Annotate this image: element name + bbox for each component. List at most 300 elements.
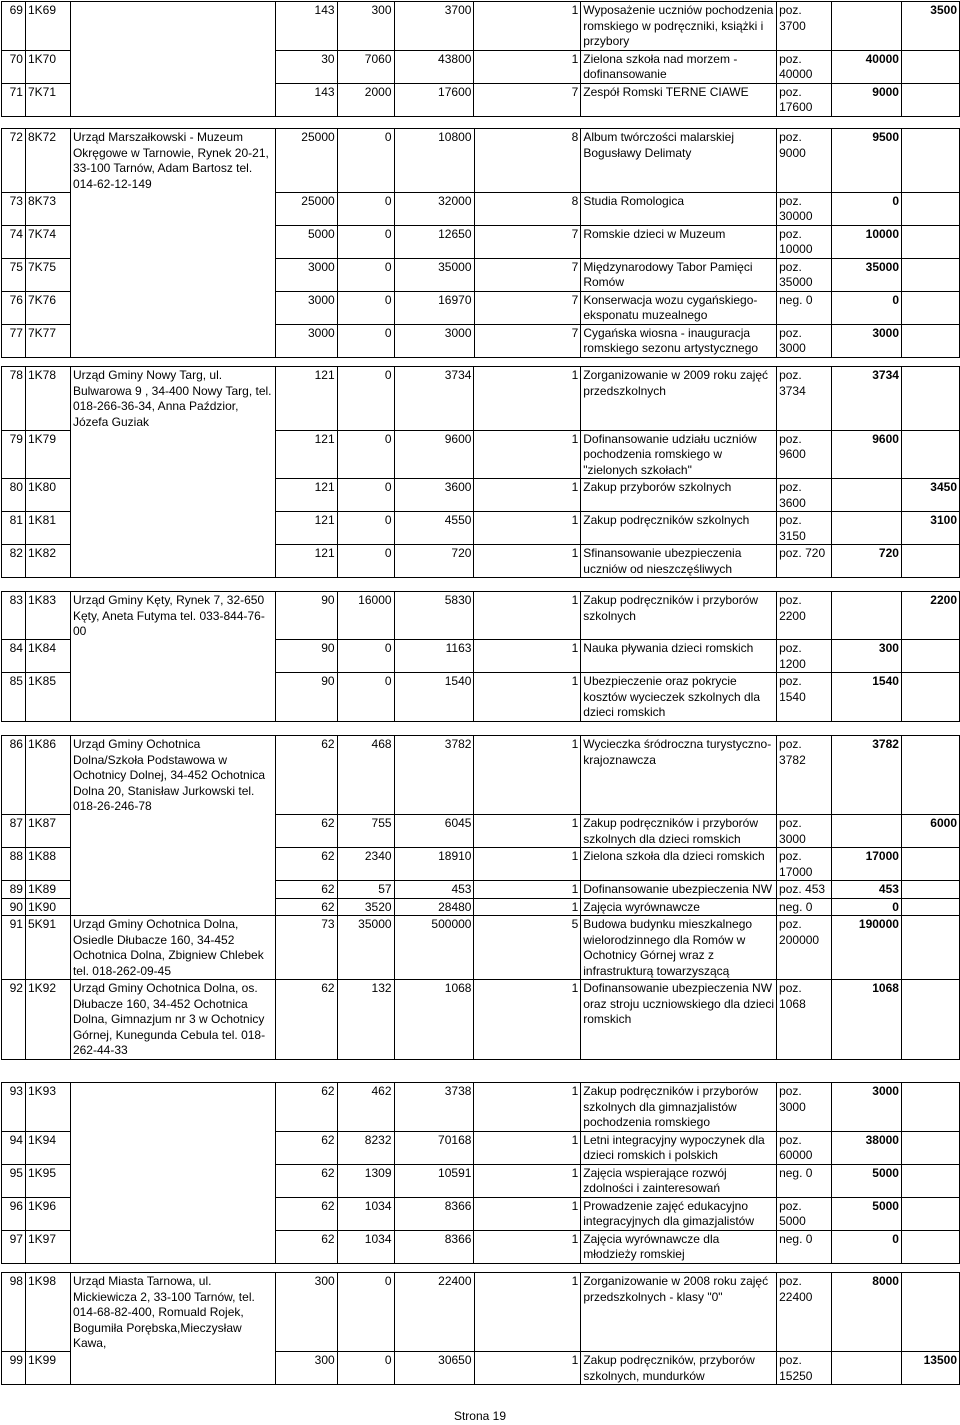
row-amount: 5000: [832, 1197, 902, 1230]
row-organization: [70, 225, 275, 258]
row-amount: [832, 512, 902, 545]
row-amount: [832, 815, 902, 848]
row-final: [901, 848, 959, 881]
row-amount: 9500: [832, 129, 902, 193]
row-final: [902, 225, 960, 258]
row-decision: poz. 5000: [777, 1197, 832, 1230]
row-amount: [832, 2, 902, 51]
row-final: [902, 258, 960, 291]
row-final: [901, 673, 959, 722]
row-value-b: 755: [337, 815, 394, 848]
row-amount: 8000: [832, 1273, 902, 1352]
row-amount: 453: [832, 881, 902, 899]
row-organization: [70, 479, 275, 512]
table-row: [2, 898, 960, 916]
row-organization: [70, 430, 275, 479]
row-decision: poz. 200000: [777, 916, 832, 980]
row-organization: [70, 673, 275, 722]
row-final: [901, 916, 959, 980]
row-amount: 3000: [832, 1083, 902, 1132]
row-code: 7K74: [25, 225, 70, 258]
row-final: 3100: [901, 512, 959, 545]
row-decision: poz. 3600: [777, 479, 832, 512]
row-description: Dofinansowanie udziału uczniów pochodzenia romskiego w "zielonych szkołach": [581, 430, 777, 479]
row-value-b: 0: [337, 1273, 394, 1352]
row-description: Wycieczka śródroczna turystyczno-krajoznawcza: [581, 736, 777, 815]
row-value-c: 70168: [394, 1131, 474, 1164]
row-description: Zielona szkoła dla dzieci romskich: [581, 848, 777, 881]
row-number: 93: [2, 1083, 26, 1132]
row-value-c: 3782: [394, 736, 474, 815]
table-row: [2, 592, 960, 640]
row-description: Dofinansowanie ubezpieczenia NW: [581, 881, 777, 899]
row-organization: Urząd Gminy Ochotnica Dolna, Osiedle Dłubacze 160, 34-452 Ochotnica Dolna, Zbigniew Chlebek tel. 018-262-09-45: [70, 916, 275, 980]
row-category: 8: [474, 192, 581, 225]
row-organization: [70, 192, 275, 225]
table-row: [2, 129, 960, 193]
row-organization: [70, 2, 275, 51]
table-row: [2, 479, 960, 512]
row-value-a: 30: [275, 50, 337, 83]
row-final: [901, 980, 959, 1060]
row-category: 5: [474, 916, 581, 980]
row-value-a: 90: [275, 592, 337, 640]
row-description: Zakup podręczników i przyborów szkolnych dla dzieci romskich: [581, 815, 777, 848]
row-number: 80: [2, 479, 26, 512]
row-description: Letni integracyjny wypoczynek dla dzieci romskich i polskich: [581, 1131, 777, 1164]
row-organization: [70, 1164, 275, 1197]
row-value-b: 462: [337, 1083, 394, 1132]
row-organization: [70, 1352, 275, 1385]
row-code: 1K78: [25, 367, 70, 431]
table-row: [2, 881, 960, 899]
row-number: 71: [2, 83, 26, 116]
row-organization: [70, 1131, 275, 1164]
row-value-c: 4550: [394, 512, 474, 545]
row-value-c: 43800: [394, 50, 474, 83]
row-category: 1: [474, 1273, 581, 1352]
row-category: 1: [474, 1197, 581, 1230]
row-code: 1K86: [25, 736, 70, 815]
row-category: 1: [474, 736, 581, 815]
row-number: 96: [2, 1197, 26, 1230]
row-category: 1: [474, 592, 581, 640]
row-number: 76: [2, 291, 26, 324]
table-group-2: [1, 128, 960, 358]
row-value-b: 0: [337, 291, 394, 324]
row-value-b: 16000: [337, 592, 394, 640]
table-row: [2, 1230, 960, 1263]
row-final: [901, 1164, 959, 1197]
row-code: 1K79: [25, 430, 70, 479]
table-row: [2, 2, 960, 51]
row-final: 13500: [901, 1352, 959, 1385]
row-final: [901, 881, 959, 899]
row-organization: Urząd Gminy Ochotnica Dolna/Szkoła Podstawowa w Ochotnicy Dolnej, 34-452 Ochotnica Dolna 20, Stanisław Jurkowski tel. 018-26-246-78: [70, 736, 275, 815]
row-code: 1K92: [25, 980, 70, 1060]
row-decision: poz. 17600: [777, 83, 832, 116]
row-final: [901, 83, 959, 116]
row-decision: poz. 453: [777, 881, 832, 899]
table-row: [2, 815, 960, 848]
row-value-b: 1034: [337, 1197, 394, 1230]
row-category: 1: [474, 640, 581, 673]
table-row: [2, 430, 960, 479]
row-decision: neg. 0: [777, 291, 832, 324]
row-organization: [70, 83, 275, 116]
row-value-b: 0: [337, 673, 394, 722]
row-value-c: 3000: [394, 324, 474, 357]
row-value-a: 300: [275, 1273, 337, 1352]
row-decision: neg. 0: [777, 1164, 832, 1197]
row-category: 1: [474, 881, 581, 899]
row-code: 1K70: [25, 50, 70, 83]
row-value-a: 62: [275, 1083, 337, 1132]
row-value-c: 500000: [394, 916, 474, 980]
row-amount: 3734: [832, 367, 902, 431]
row-category: 1: [474, 980, 581, 1060]
row-code: 1K85: [25, 673, 70, 722]
row-value-b: 0: [337, 129, 394, 193]
row-category: 7: [474, 225, 581, 258]
row-value-a: 3000: [275, 258, 337, 291]
row-value-a: 62: [275, 736, 337, 815]
row-amount: 0: [832, 1230, 902, 1263]
row-value-b: 57: [337, 881, 394, 899]
row-category: 1: [474, 1352, 581, 1385]
row-description: Zakup podręczników szkolnych: [581, 512, 777, 545]
row-value-b: 0: [337, 225, 394, 258]
row-final: [901, 1197, 959, 1230]
row-value-c: 10591: [394, 1164, 474, 1197]
row-code: 1K96: [25, 1197, 70, 1230]
row-amount: 35000: [832, 258, 902, 291]
row-category: 1: [474, 512, 581, 545]
row-organization: [70, 512, 275, 545]
table-group-5: [1, 735, 960, 1060]
row-description: Cygańska wiosna - inauguracja romskiego sezonu artystycznego: [581, 324, 777, 357]
row-value-c: 1068: [394, 980, 474, 1060]
row-value-c: 3734: [394, 367, 474, 431]
row-value-a: 62: [275, 980, 337, 1060]
row-code: 7K76: [25, 291, 70, 324]
row-description: Zajęcia wyrównawcze: [581, 898, 777, 916]
row-value-c: 30650: [394, 1352, 474, 1385]
row-number: 95: [2, 1164, 26, 1197]
row-final: [902, 129, 960, 193]
row-final: [901, 1273, 959, 1352]
row-value-b: 0: [337, 258, 394, 291]
row-description: Zajęcia wspierające rozwój zdolności i zainteresowań: [581, 1164, 777, 1197]
row-decision: poz. 9600: [777, 430, 832, 479]
row-category: 7: [474, 83, 581, 116]
table-row: [2, 1197, 960, 1230]
row-value-a: 121: [275, 430, 337, 479]
row-decision: neg. 0: [777, 1230, 832, 1263]
row-final: [901, 898, 959, 916]
row-value-b: 2000: [337, 83, 394, 116]
row-value-a: 62: [275, 1164, 337, 1197]
row-description: Zakup przyborów szkolnych: [581, 479, 777, 512]
row-value-a: 90: [275, 640, 337, 673]
row-code: 8K72: [25, 129, 70, 193]
row-organization: [70, 1083, 275, 1132]
row-number: 89: [2, 881, 26, 899]
row-value-a: 62: [275, 881, 337, 899]
row-value-b: 0: [337, 479, 394, 512]
row-amount: 720: [832, 545, 902, 578]
row-code: 1K69: [25, 2, 70, 51]
row-value-b: 7060: [337, 50, 394, 83]
row-amount: 1540: [832, 673, 902, 722]
row-value-c: 18910: [394, 848, 474, 881]
row-amount: [832, 479, 902, 512]
row-amount: 1068: [832, 980, 902, 1060]
row-final: [902, 192, 960, 225]
table-row: [2, 83, 960, 116]
row-value-a: 73: [275, 916, 337, 980]
row-description: Nauka pływania dzieci romskich: [581, 640, 777, 673]
row-value-c: 28480: [394, 898, 474, 916]
row-amount: 40000: [832, 50, 902, 83]
row-category: 1: [474, 1083, 581, 1132]
table-row: [2, 673, 960, 722]
row-value-a: 62: [275, 848, 337, 881]
row-value-a: 90: [275, 673, 337, 722]
row-value-c: 9600: [394, 430, 474, 479]
row-code: 1K82: [25, 545, 70, 578]
row-value-c: 17600: [394, 83, 474, 116]
table-row: [2, 512, 960, 545]
row-decision: poz. 10000: [777, 225, 832, 258]
row-organization: [70, 545, 275, 578]
row-organization: [70, 1197, 275, 1230]
row-decision: poz. 22400: [777, 1273, 832, 1352]
row-decision: poz. 9000: [777, 129, 832, 193]
row-final: [901, 1131, 959, 1164]
row-amount: 17000: [832, 848, 902, 881]
row-amount: 9000: [832, 83, 902, 116]
row-code: 1K98: [25, 1273, 70, 1352]
row-code: 1K97: [25, 1230, 70, 1263]
row-value-b: 300: [337, 2, 394, 51]
row-description: Sfinansowanie ubezpieczenia uczniów od nieszczęśliwych: [581, 545, 777, 578]
row-final: [902, 324, 960, 357]
row-category: 1: [474, 848, 581, 881]
row-final: [901, 430, 959, 479]
row-value-b: 2340: [337, 848, 394, 881]
row-organization: [70, 1230, 275, 1263]
row-description: Wyposażenie uczniów pochodzenia romskiego w podręczniki, książki i przybory: [581, 2, 777, 51]
table-row: [2, 640, 960, 673]
row-number: 69: [2, 2, 26, 51]
row-code: 1K81: [25, 512, 70, 545]
row-value-a: 3000: [275, 324, 337, 357]
row-number: 90: [2, 898, 26, 916]
row-number: 91: [2, 916, 26, 980]
row-value-b: 0: [337, 640, 394, 673]
row-value-a: 121: [275, 545, 337, 578]
row-value-b: 3520: [337, 898, 394, 916]
row-code: 1K89: [25, 881, 70, 899]
row-value-c: 10800: [394, 129, 474, 193]
row-organization: [70, 881, 275, 899]
row-value-a: 25000: [275, 192, 337, 225]
row-amount: [832, 592, 902, 640]
row-final: 6000: [901, 815, 959, 848]
row-decision: poz. 35000: [777, 258, 832, 291]
row-value-c: 35000: [394, 258, 474, 291]
row-category: 1: [474, 1230, 581, 1263]
row-code: 1K94: [25, 1131, 70, 1164]
row-value-a: 121: [275, 512, 337, 545]
row-description: Prowadzenie zajęć edukacyjno integracyjnych dla gimazjalistów: [581, 1197, 777, 1230]
row-amount: 10000: [832, 225, 902, 258]
row-value-a: 62: [275, 1131, 337, 1164]
row-number: 77: [2, 324, 26, 357]
row-organization: [70, 848, 275, 881]
row-organization: Urząd Gminy Nowy Targ, ul. Bulwarowa 9 , 34-400 Nowy Targ, tel. 018-266-36-34, Anna Paździor, Józefa Guziak: [70, 367, 275, 431]
table-row: [2, 50, 960, 83]
row-code: 5K91: [25, 916, 70, 980]
table-row: [2, 736, 960, 815]
table-row: [2, 367, 960, 431]
row-description: Zakup podręczników, przyborów szkolnych, mundurków: [581, 1352, 777, 1385]
row-number: 78: [2, 367, 26, 431]
row-category: 1: [474, 1131, 581, 1164]
row-decision: poz. 720: [777, 545, 832, 578]
row-code: 1K95: [25, 1164, 70, 1197]
row-number: 98: [2, 1273, 26, 1352]
row-final: [901, 1230, 959, 1263]
table-row: [2, 848, 960, 881]
table-row: [2, 1164, 960, 1197]
row-value-a: 5000: [275, 225, 337, 258]
row-value-a: 143: [275, 2, 337, 51]
table-group-6: [1, 1082, 960, 1264]
row-value-c: 8366: [394, 1230, 474, 1263]
row-amount: 300: [832, 640, 902, 673]
row-organization: [70, 258, 275, 291]
row-decision: poz. 17000: [777, 848, 832, 881]
row-value-a: 3000: [275, 291, 337, 324]
row-value-b: 0: [337, 192, 394, 225]
row-amount: 9600: [832, 430, 902, 479]
table-row: [2, 1083, 960, 1132]
row-code: 1K83: [25, 592, 70, 640]
row-amount: [832, 1352, 902, 1385]
page-number: Strona 19: [453, 1409, 507, 1423]
row-category: 1: [474, 815, 581, 848]
row-category: 1: [474, 545, 581, 578]
row-decision: poz. 60000: [777, 1131, 832, 1164]
table-row: [2, 1131, 960, 1164]
row-description: Zakup podręczników i przyborów szkolnych: [581, 592, 777, 640]
row-final: [901, 736, 959, 815]
row-code: 1K90: [25, 898, 70, 916]
row-number: 83: [2, 592, 26, 640]
row-category: 1: [474, 367, 581, 431]
row-description: Album twórczości malarskiej Bogusławy Delimaty: [581, 129, 777, 193]
row-decision: poz. 3700: [777, 2, 832, 51]
row-code: 1K87: [25, 815, 70, 848]
row-decision: poz. 1540: [777, 673, 832, 722]
row-final: [901, 640, 959, 673]
row-final: [901, 1083, 959, 1132]
row-code: 7K71: [25, 83, 70, 116]
row-final: 3450: [901, 479, 959, 512]
row-description: Budowa budynku mieszkalnego wielorodzinnego dla Romów w Ochotnicy Górnej wraz z infrastrukturą towarzyszącą: [581, 916, 777, 980]
row-final: [901, 545, 959, 578]
row-decision: poz. 3150: [777, 512, 832, 545]
row-category: 7: [474, 324, 581, 357]
row-final: 3500: [901, 2, 959, 51]
row-amount: 0: [832, 898, 902, 916]
row-category: 7: [474, 258, 581, 291]
row-description: Zespół Romski TERNE CIAWE: [581, 83, 777, 116]
row-decision: neg. 0: [777, 898, 832, 916]
row-value-a: 121: [275, 479, 337, 512]
row-decision: poz. 1200: [777, 640, 832, 673]
row-description: Konserwacja wozu cygańskiego-eksponatu muzealnego: [581, 291, 777, 324]
row-value-c: 1540: [394, 673, 474, 722]
table-row: [2, 291, 960, 324]
row-decision: poz. 2200: [777, 592, 832, 640]
row-amount: 0: [832, 192, 902, 225]
row-description: Zorganizowanie w 2009 roku zajęć przedszkolnych: [581, 367, 777, 431]
row-organization: [70, 324, 275, 357]
row-category: 7: [474, 291, 581, 324]
row-number: 88: [2, 848, 26, 881]
row-number: 72: [2, 129, 26, 193]
row-code: 1K99: [25, 1352, 70, 1385]
table-row: [2, 1273, 960, 1352]
row-number: 84: [2, 640, 26, 673]
row-category: 1: [474, 2, 581, 51]
row-organization: Urząd Miasta Tarnowa, ul. Mickiewicza 2, 33-100 Tarnów, tel. 014-68-82-400, Romuald Rojek, Bogumiła Porębska,Mieczysław Kawa,: [70, 1273, 275, 1352]
row-decision: poz. 3000: [777, 815, 832, 848]
row-number: 97: [2, 1230, 26, 1263]
row-category: 1: [474, 430, 581, 479]
table-row: [2, 980, 960, 1060]
table-group-4: [1, 591, 960, 722]
row-code: 1K88: [25, 848, 70, 881]
row-final: [901, 50, 959, 83]
table-group-7: [1, 1272, 960, 1385]
row-value-b: 0: [337, 324, 394, 357]
table-row: [2, 324, 960, 357]
row-value-a: 121: [275, 367, 337, 431]
row-number: 85: [2, 673, 26, 722]
row-number: 99: [2, 1352, 26, 1385]
row-value-b: 1309: [337, 1164, 394, 1197]
row-description: Międzynarodowy Tabor Pamięci Romów: [581, 258, 777, 291]
row-amount: 5000: [832, 1164, 902, 1197]
row-organization: [70, 640, 275, 673]
row-number: 82: [2, 545, 26, 578]
row-value-a: 143: [275, 83, 337, 116]
table-row: [2, 225, 960, 258]
row-organization: Urząd Gminy Ochotnica Dolna, os. Dłubacze 160, 34-452 Ochotnica Dolna, Gimnazjum nr 3 w Ochotnicy Górnej, Kunegunda Cebula tel. 018-262-44-33: [70, 980, 275, 1060]
row-number: 70: [2, 50, 26, 83]
row-code: 8K73: [25, 192, 70, 225]
row-category: 1: [474, 50, 581, 83]
row-code: 7K77: [25, 324, 70, 357]
row-number: 94: [2, 1131, 26, 1164]
row-final: [902, 291, 960, 324]
row-number: 79: [2, 430, 26, 479]
row-number: 86: [2, 736, 26, 815]
